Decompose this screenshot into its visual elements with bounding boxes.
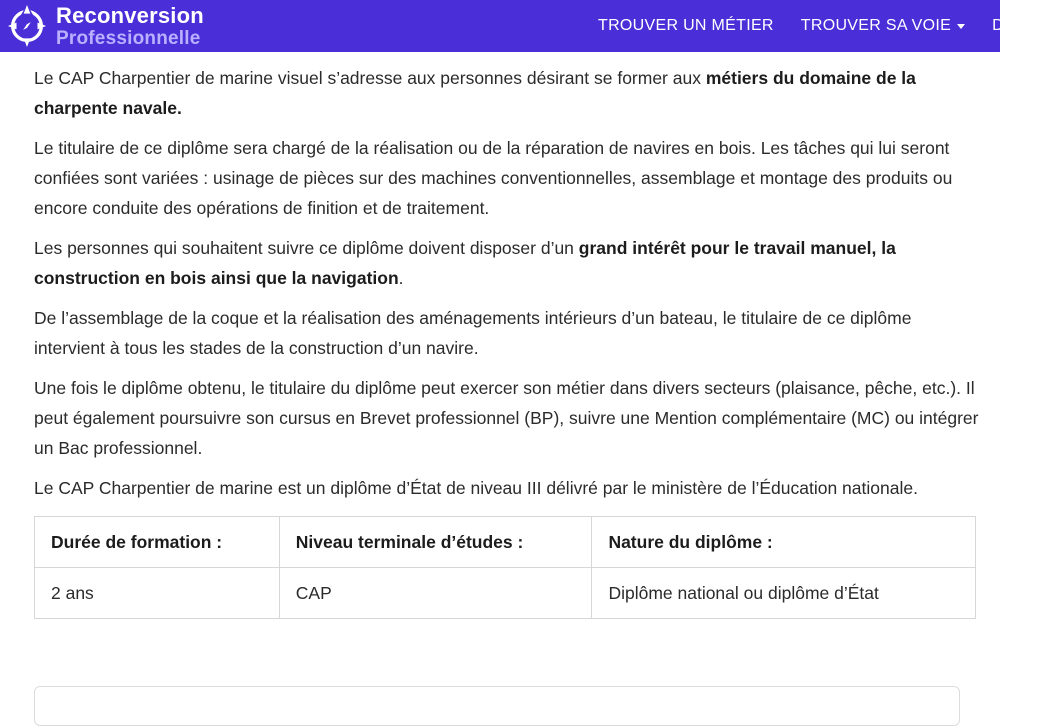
nav-item-label: TROUVER SA VOIE xyxy=(800,17,952,34)
table-cell: 2 ans xyxy=(35,568,280,619)
article-paragraph-6: Le CAP Charpentier de marine est un diplôme d’État de niveau III délivré par le ministère de l’Éducation nationale. xyxy=(34,478,918,498)
nav-item-trouver-sa-voie[interactable] xyxy=(801,17,965,35)
site-header xyxy=(0,0,1020,52)
article-body xyxy=(34,63,979,513)
article-paragraph-2: Le titulaire de ce diplôme sera chargé de la réalisation ou de la réparation de navires en bois. Les tâches qui lui seront confiées sont variées : usinage de pièces sur des machines conventionnelles, assemblage et montage des produits ou encore conduite des opérations de finition et de traitement. xyxy=(34,138,953,218)
logo-title: Reconversion xyxy=(56,2,204,28)
table-cell: Diplôme national ou diplôme d’État xyxy=(592,568,976,619)
compass-logo-icon xyxy=(6,4,48,48)
emphasis-text: grand intérêt pour le travail manuel, la construction en bois ainsi que la navigation xyxy=(34,238,896,288)
article-paragraph-5: Une fois le diplôme obtenu, le titulaire du diplôme peut exercer son métier dans divers secteurs (plaisance, pêche, etc.). Il peut également poursuivre son cursus en Brevet professionnel (BP), suivre une Mention complémentaire (MC) ou intégrer un Bac professionnel. xyxy=(34,378,979,458)
nav-item-trouver-un-metier[interactable] xyxy=(598,17,774,35)
table-header-cell: Nature du diplôme : xyxy=(592,517,976,568)
table-header-row xyxy=(35,517,976,568)
article-paragraph-4: De l’assemblage de la coque et la réalisation des aménagements intérieurs d’un bateau, le titulaire de ce diplôme intervient à tous les stades de la construction d’un navire. xyxy=(34,308,912,358)
article-paragraph-3: Les personnes qui souhaitent suivre ce diplôme doivent disposer d’un grand intérêt pour le travail manuel, la construction en bois ainsi que la navigation. xyxy=(34,238,896,288)
table-header-cell: Durée de formation : xyxy=(35,517,280,568)
nav-item-diplomes[interactable] xyxy=(992,17,1020,35)
emphasis-text: métiers du domaine de la charpente navale. xyxy=(34,68,916,118)
article-paragraph-1: Le CAP Charpentier de marine visuel s’adresse aux personnes désirant se former aux métiers du domaine de la charpente navale. xyxy=(34,68,916,118)
nav-item-label: DIP xyxy=(992,17,1020,34)
main-nav xyxy=(598,0,1047,52)
site-logo[interactable] xyxy=(6,4,204,48)
logo-subtitle: Professionnelle xyxy=(56,27,201,49)
table-header-cell: Niveau terminale d’études : xyxy=(279,517,592,568)
diploma-info-table xyxy=(34,516,976,619)
table-row xyxy=(35,568,976,619)
next-section-card xyxy=(34,686,960,726)
nav-item-label: TROUVER UN MÉTIER xyxy=(598,17,774,34)
table-cell: CAP xyxy=(279,568,592,619)
caret-down-icon xyxy=(957,24,965,29)
